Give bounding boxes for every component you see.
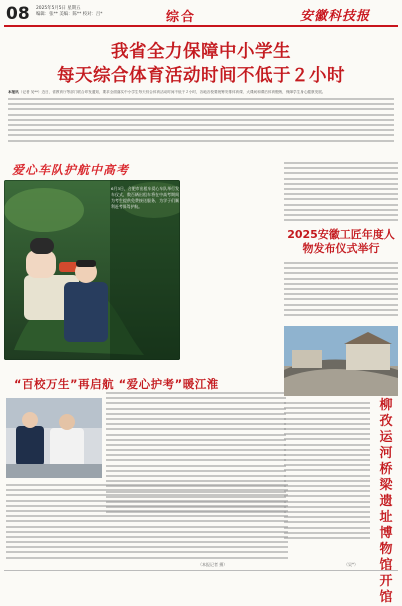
header-rule xyxy=(4,25,398,27)
feature-title: 爱心车队护航中高考 xyxy=(12,163,130,177)
page-header xyxy=(0,0,402,32)
sub-headline[interactable]: “百校万生”再启航 “爱心护考”暖江淮 xyxy=(14,377,219,391)
headline-line-1: 我省全力保障中小学生 xyxy=(111,42,291,62)
lead-byline: 本报讯 xyxy=(8,90,19,94)
reporter-credit: （吴*） xyxy=(344,562,358,567)
feature-caption: 6月3日，合肥市出租车爱心车队举行发车仪式，数百辆出租车将在中高考期间为考生提供免费接送服务，为学子们顺利赶考保驾护航。 xyxy=(111,186,179,209)
footer-rule xyxy=(4,570,398,571)
photo-credit: （本报记者 摄） xyxy=(198,562,228,567)
headline-line-2: 每天综合体育活动时间不低于２小时 xyxy=(57,66,345,86)
page-number: 08 xyxy=(6,4,30,24)
lead-text: （记者 吴**）近日，省教育厅等部门联合印发通知，要求全面落实中小学生每天综合体育活动时间不低于２小时，各地各校要统筹安排体育课、大课间和课后体育锻炼，保障学生身心健康发展。 xyxy=(18,90,326,94)
side-article-b-body xyxy=(284,402,370,542)
side-article-b-photo[interactable] xyxy=(284,326,398,396)
sub-article-body-bottom xyxy=(6,484,288,562)
side-top-body xyxy=(284,162,398,224)
side-article-a-title[interactable]: 2025安徽工匠年度人物发布仪式举行 xyxy=(287,228,395,255)
header-meta xyxy=(36,6,102,18)
section-label: 综合 xyxy=(166,10,197,25)
main-headline[interactable] xyxy=(0,40,402,88)
editor-line: 编辑：张** 美编：陈** 校对：吕* xyxy=(36,12,103,17)
sub-photo[interactable] xyxy=(6,398,102,478)
side-article-a-body xyxy=(284,262,398,319)
date-line: 2025年5月5日 星期五 xyxy=(36,6,81,11)
museum-photo-image xyxy=(284,326,398,396)
masthead-logo: 安徽科技报 xyxy=(300,9,371,24)
lead-article-body xyxy=(8,98,394,145)
side-article-b-title[interactable]: 柳孜运河桥梁遗址博物馆开馆 xyxy=(379,398,393,605)
sub-photo-image xyxy=(6,398,102,478)
